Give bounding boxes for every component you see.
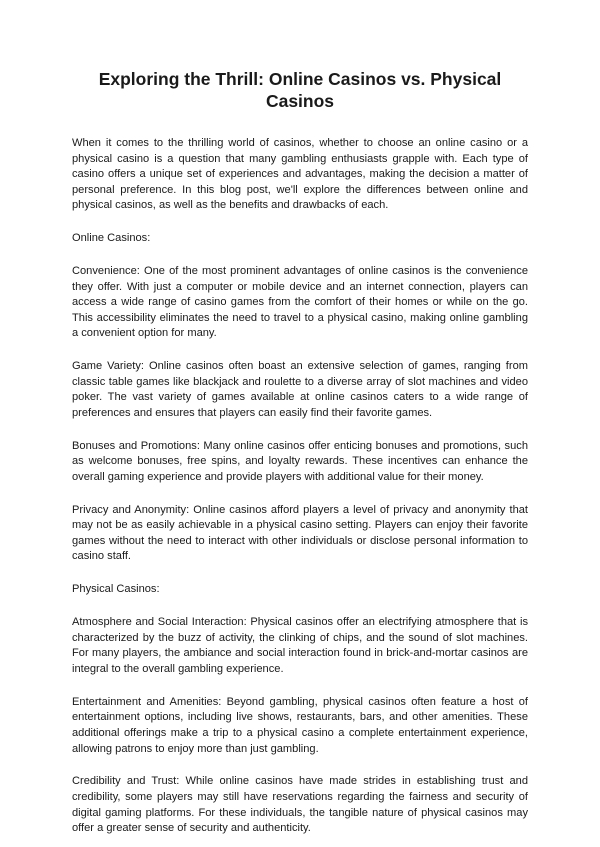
game-variety-paragraph: Game Variety: Online casinos often boast an extensive selection of games, ranging from classic table games like blackjack and roulette to a diverse array of slot machines and video poker. The vast variety of games available at online casinos caters to a wide range of preferences and ensures that players can easily find their favorite games. (72, 360, 528, 419)
page-title: Exploring the Thrill: Online Casinos vs. Physical Casinos (98, 69, 502, 111)
credibility-paragraph: Credibility and Trust: While online casinos have made strides in establishing trust and credibility, some players may still have reservations regarding the fairness and security of digital gaming platforms. For these individuals, the tangible nature of physical casinos may offer a greater sense of security and authenticity. (72, 775, 528, 835)
privacy-paragraph: Privacy and Anonymity: Online casinos afford players a level of privacy and anonymity that may not be as easily achievable in a physical casino setting. Players can enjoy their favorite games without the need to interact with other individuals or disclose personal information to casino staff. (72, 503, 528, 563)
entertainment-paragraph: Entertainment and Amenities: Beyond gambling, physical casinos often feature a host of entertainment options, including live shows, restaurants, bars, and other amenities. These additional offerings make a trip to a physical casino a complete entertainment experience, allowing patrons to enjoy more than just gambling. (72, 695, 528, 755)
bonuses-paragraph: Bonuses and Promotions: Many online casinos offer enticing bonuses and promotions, such as welcome bonuses, free spins, and loyalty rewards. These incentives can enhance the overall gaming experience and provide players with additional value for their money. (72, 439, 528, 483)
intro-paragraph: When it comes to the thrilling world of casinos, whether to choose an online casino or a physical casino is a question that many gambling enthusiasts grapple with. Each type of casino offers a unique set of experiences and advantages, making the decision a matter of personal preference. In this blog post, we'll explore the differences between online and physical casinos, as well as the benefits and drawbacks of each. (72, 137, 528, 212)
convenience-paragraph: Convenience: One of the most prominent advantages of online casinos is the convenience they offer. With just a computer or mobile device and an internet connection, players can access a wide range of casino games from the comfort of their homes or while on the go. This accessibility eliminates the need to travel to a physical casino, making online gambling a convenient option for many. (72, 265, 528, 340)
atmosphere-paragraph: Atmosphere and Social Interaction: Physical casinos offer an electrifying atmosphere that is characterized by the buzz of activity, the clinking of chips, and the sound of slot machines. For many players, the ambiance and social interaction found in brick-and-mortar casinos are integral to the overall gambling experience. (72, 616, 528, 675)
online-casinos-heading: Online Casinos: (72, 232, 151, 245)
physical-casinos-heading: Physical Casinos: (72, 583, 160, 596)
